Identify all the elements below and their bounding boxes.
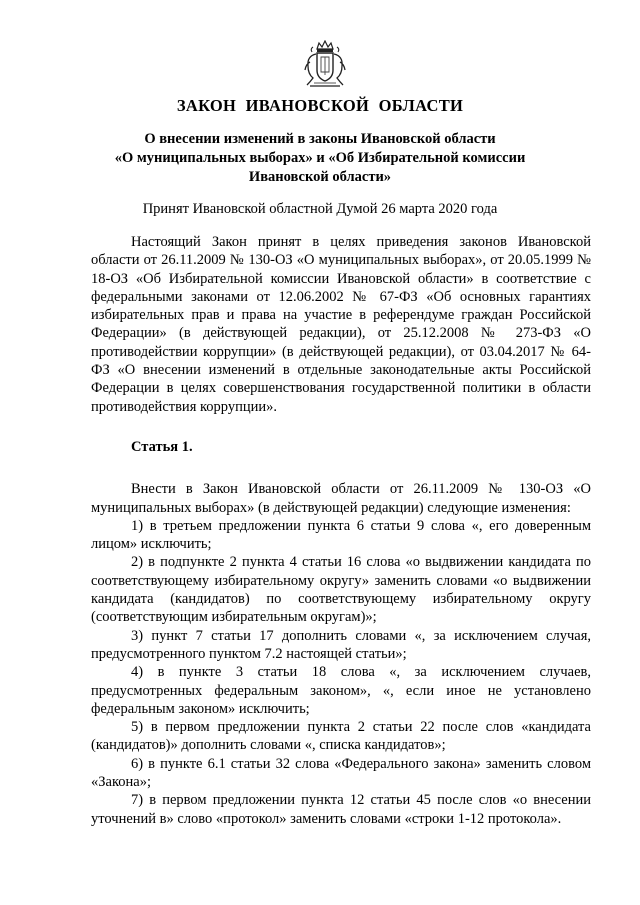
amendment-item: 4) в пункте 3 статьи 18 слова «, за исключением случаев, предусмотренных федеральным законом», «, если иное не установлено федеральным законом» исключить;: [91, 664, 591, 717]
amendment-item: 6) в пункте 6.1 статьи 32 слова «Федерального закона» заменить словом «Закона»;: [91, 755, 591, 791]
amendment-item: 5) в первом предложении пункта 2 статьи 22 после слов «кандидата (кандидатов)» дополнить словами «, списка кандидатов»;: [91, 719, 591, 754]
adoption-line: Принят Ивановской областной Думой 26 марта 2020 года: [142, 201, 498, 217]
amendment-list: [91, 517, 591, 828]
subtitle-line: «О муниципальных выборах» и «Об Избирательной комиссии: [114, 150, 526, 166]
amendment-item: 7) в первом предложении пункта 12 статьи 45 после слов «о внесении уточнений в» слово «протокол» заменить словами «строки 1-12 протокола».: [91, 792, 591, 827]
amendment-item: 3) пункт 7 статьи 17 дополнить словами «, за исключением случая, предусмотренного пунктом 7.2 настоящей статьи»;: [91, 627, 591, 662]
amendment-item: 1) в третьем предложении пункта 6 статьи 9 слова «, его доверенным лицом» исключить;: [91, 517, 591, 553]
preamble-paragraph: Настоящий Закон принят в целях приведения законов Ивановской области от 26.11.2009 № 130-ОЗ «О муниципальных выборах», от 20.05.1999 № 18-ОЗ «Об Избирательной комиссии Ивановской области» в соответствие с федеральными законами от 12.06.2002 № 67-ФЗ «Об основных гарантиях избирательных прав и права на участие в референдуме граждан Российской Федерации» (в действующей редакции), от 25.12.2008 № 273-ФЗ «О противодействии коррупции» (в действующей редакции), от 03.04.2017 № 64-ФЗ «О внесении изменений в отдельные законодательные акты Российской Федерации в целях совершенствования государственной политики в области противодействия коррупции».: [91, 234, 591, 415]
subtitle-line: Ивановской области»: [248, 169, 392, 185]
law-title: ЗАКОН ИВАНОВСКОЙ ОБЛАСТИ: [176, 96, 464, 115]
article-intro: Внести в Закон Ивановской области от 26.11.2009 № 130-ОЗ «О муниципальных выборах» (в действующей редакции) следующие изменения:: [91, 481, 591, 516]
law-subtitle: [80, 130, 560, 187]
document-body: [91, 233, 591, 828]
amendment-item: 2) в подпункте 2 пункта 4 статьи 16 слова «о выдвижении кандидата по соответствующему избирательному округу» заменить словами «о выдвижении кандидата (кандидатов) по соответствующему избирательному округу (соответствующим избирательным округам)»;: [91, 554, 591, 626]
coat-of-arms-icon: [302, 40, 348, 90]
article-heading: Статья 1.: [131, 438, 193, 455]
subtitle-line: О внесении изменений в законы Ивановской области: [144, 131, 496, 147]
